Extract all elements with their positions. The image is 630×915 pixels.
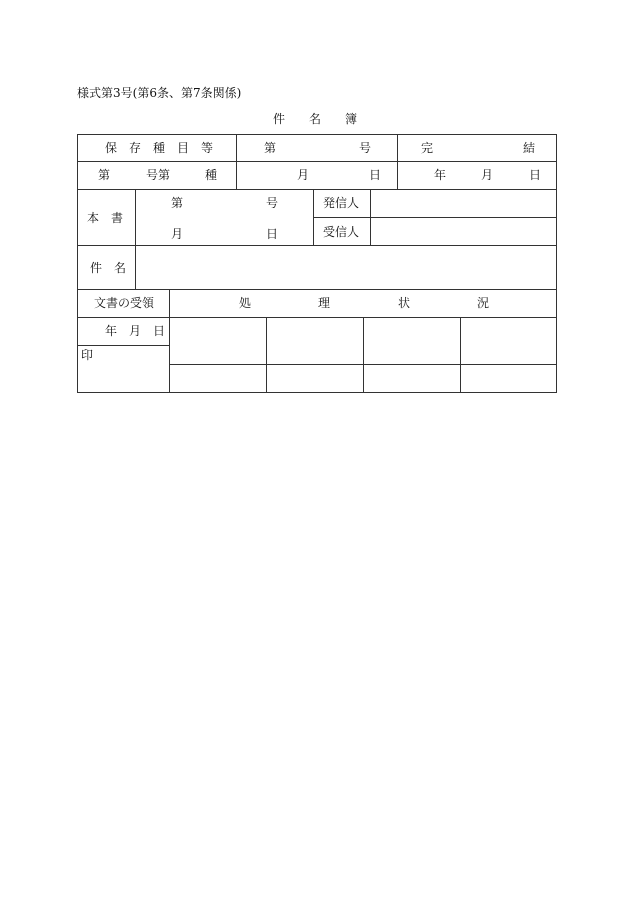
row2-shu-label: 種 [205, 168, 218, 182]
column-divider [169, 289, 170, 393]
row-divider [77, 189, 557, 190]
table-border-right [556, 134, 557, 393]
honsho-dai-label: 第 [171, 196, 184, 210]
row-divider [313, 217, 557, 218]
column-divider [397, 134, 398, 190]
receipt-year-label: 年 [105, 324, 118, 338]
row1-go-label: 号 [359, 141, 372, 155]
honsho-go-label: 号 [266, 196, 279, 210]
document-receipt-label: 文書の受領 [94, 296, 155, 310]
row1-dai-label: 第 [264, 141, 277, 155]
row2-month-label: 月 [297, 168, 310, 182]
row2-day-label: 日 [369, 168, 382, 182]
table-border-top [77, 134, 557, 135]
row-divider [77, 245, 557, 246]
form-title: 件 名 簿 [272, 112, 357, 126]
sender-label: 発信人 [323, 196, 360, 210]
receiver-label: 受信人 [323, 225, 360, 239]
column-divider [236, 134, 237, 190]
receipt-day-label: 日 [153, 324, 166, 338]
form-number-label: 様式第3号(第6条、第7条関係) [77, 86, 242, 100]
seal-label: 印 [81, 348, 94, 362]
table-border-left [77, 134, 78, 393]
row2-dai-label: 第 [98, 168, 111, 182]
row-divider [77, 289, 557, 290]
receipt-month-label: 月 [129, 324, 142, 338]
completion-day-label: 日 [529, 168, 542, 182]
honsho-day-label: 日 [266, 227, 279, 241]
row-divider [77, 345, 169, 346]
completion-year-label: 年 [434, 168, 447, 182]
completion-kan-label: 完 [421, 141, 434, 155]
table-border-bottom [77, 392, 557, 393]
honsho-month-label: 月 [171, 227, 184, 241]
retention-category-label: 保 存 種 目 等 [105, 141, 214, 155]
column-divider [363, 317, 364, 393]
column-divider [313, 189, 314, 246]
column-divider [266, 317, 267, 393]
column-divider [460, 317, 461, 393]
completion-month-label: 月 [481, 168, 494, 182]
status-char-2: 理 [318, 296, 331, 310]
row-divider [77, 317, 557, 318]
column-divider [370, 189, 371, 246]
completion-ketsu-label: 結 [523, 141, 536, 155]
status-char-3: 状 [398, 296, 411, 310]
row-divider [77, 161, 557, 162]
status-char-1: 処 [239, 296, 252, 310]
status-char-4: 況 [477, 296, 490, 310]
honsho-label: 本 書 [87, 211, 124, 225]
column-divider [135, 189, 136, 290]
row2-go-dai-label: 号第 [146, 168, 171, 182]
subject-label: 件 名 [90, 261, 127, 275]
